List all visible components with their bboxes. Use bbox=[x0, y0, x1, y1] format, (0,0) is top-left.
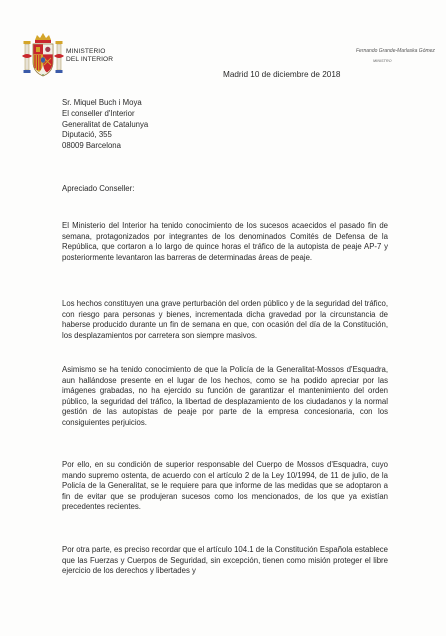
ministry-line-1: MINISTERIO bbox=[66, 48, 106, 55]
recipient-line-5: 08009 Barcelona bbox=[62, 141, 121, 151]
body-paragraph-2: Los hechos constituyen una grave perturbación del orden público y de la seguridad del tráfico, con riesgo para personas y bienes, incrementada dicha gravedad por la circunstancia de haberse producido durante un fin de semana en que, con ocasión del día de la Constitución, los desplazamientos por carretera son siempre masivos. bbox=[62, 299, 388, 340]
coat-of-arms-icon bbox=[22, 32, 64, 80]
letter-date: Madrid 10 de diciembre de 2018 bbox=[223, 70, 341, 79]
body-paragraph-5: Por otra parte, es preciso recordar que el artículo 104.1 de la Constitución Española establece que las Fuerzas y Cuerpos de Seguridad, sin excepción, tienen como misión proteger el libre ejercicio de los derechos y libertades y bbox=[62, 545, 388, 576]
salutation: Apreciado Conseller: bbox=[62, 184, 135, 193]
recipient-address bbox=[62, 98, 148, 152]
ministry-line-2: DEL INTERIOR bbox=[66, 56, 114, 64]
recipient-line-1: Sr. Miquel Buch i Moya bbox=[62, 98, 142, 107]
ministry-name bbox=[66, 48, 113, 65]
body-paragraph-3: Asimismo se ha tenido conocimiento de que la Policía de la Generalitat-Mossos d'Esquadra, aun hallándose presente en el lugar de los hechos, como se ha podido apreciar por las imágenes grabadas, no ha ejercido su función de garantizar el mantenimiento del orden público, la seguridad del tráfico, la libertad de desplazamiento de los ciudadanos y la normal gestión de las autopistas de peaje por parte de la empresa concesionaria, con los consiguientes perjuicios. bbox=[62, 365, 388, 427]
minister-name: Fernando Grande-Marlaska Gómez bbox=[356, 48, 435, 54]
body-paragraph-4: Por ello, en su condición de superior responsable del Cuerpo de Mossos d'Esquadra, cuyo mando supremo ostenta, de acuerdo con el artículo 2 de la Ley 10/1994, de 11 de julio, de la Policía de la Generalitat, se le requiere para que informe de las medidas que se adoptaron a fin de evitar que se produjeran sucesos como los mencionados, de los que ya existían precedentes recientes. bbox=[62, 460, 388, 512]
minister-role: MINISTRO bbox=[373, 59, 392, 63]
recipient-line-3: Generalitat de Catalunya bbox=[62, 119, 149, 129]
body-paragraph-1: El Ministerio del Interior ha tenido conocimiento de los sucesos acaecidos el pasado fin de semana, protagonizados por integrantes de los denominados Comités de Defensa de la República, que cortaron a lo largo de quince horas el tráfico de la autopista de peaje AP-7 y posteriormente levantaron las barreras de determinadas áreas de peaje. bbox=[62, 221, 388, 262]
recipient-line-2: El conseller d'Interior bbox=[62, 108, 135, 118]
recipient-line-4: Diputació, 355 bbox=[62, 130, 112, 140]
